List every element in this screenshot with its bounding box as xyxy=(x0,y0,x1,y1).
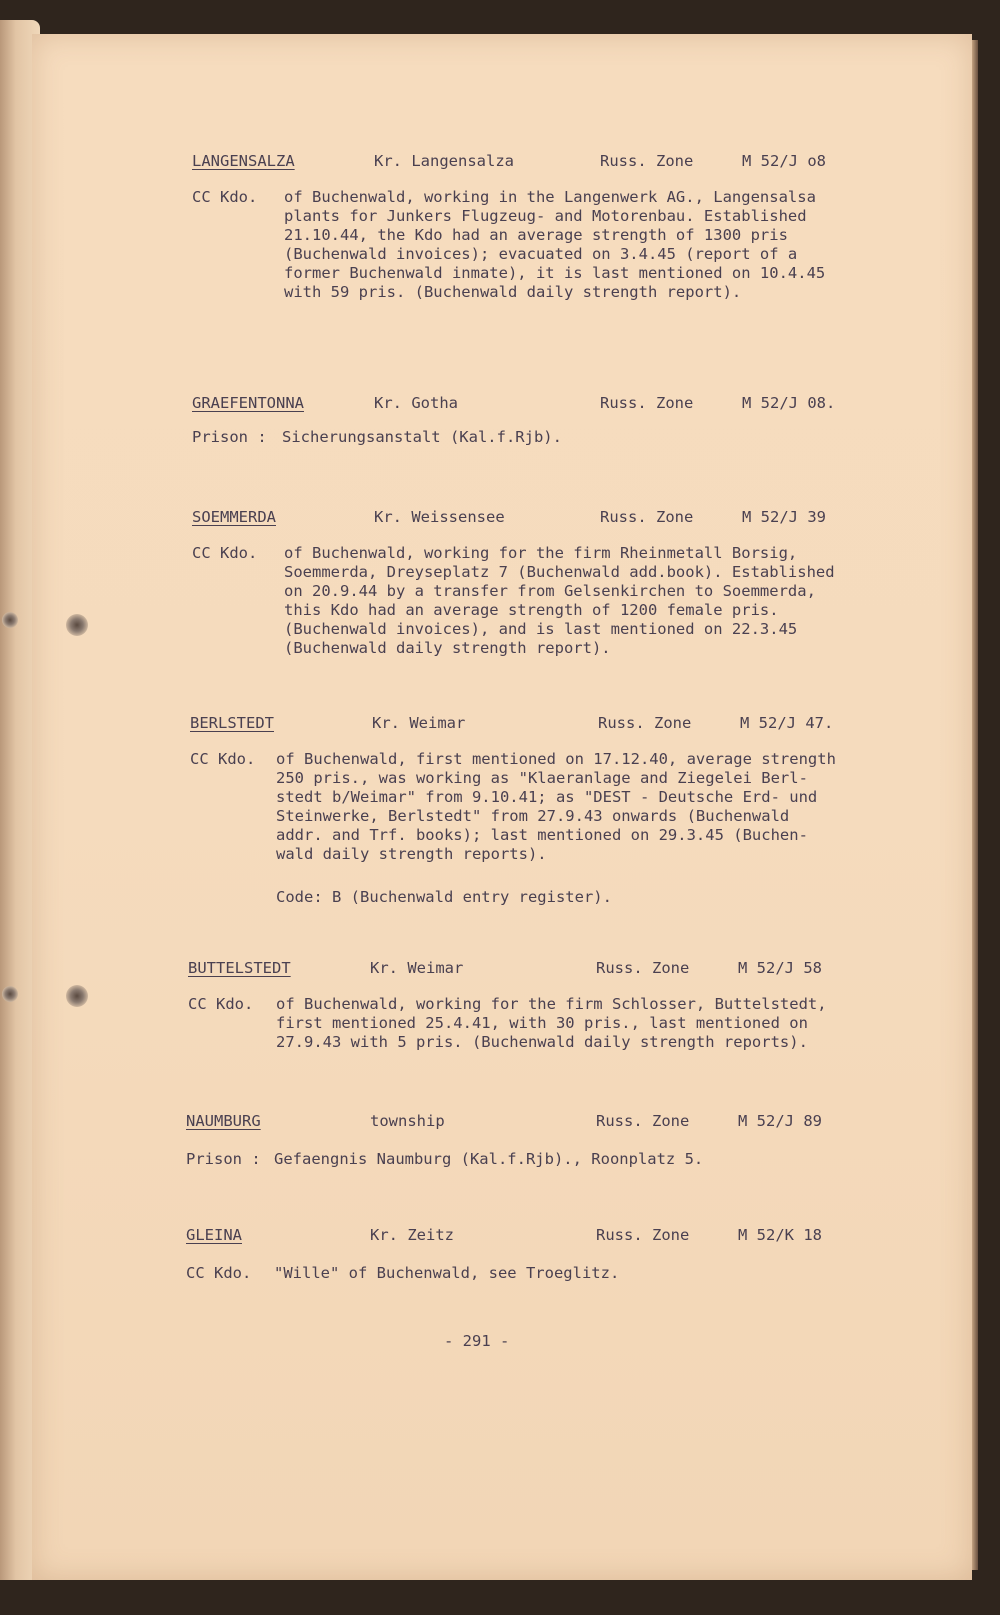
body-line: plants for Junkers Flugzeug- and Motorenbau. Established xyxy=(284,207,807,225)
entry-body xyxy=(282,428,868,447)
entry-body xyxy=(276,995,862,1052)
punch-hole xyxy=(2,612,18,628)
place-name: GLEINA xyxy=(186,1226,242,1244)
entry-label: CC Kdo. xyxy=(186,1264,252,1282)
reference-code: M 52/J o8 xyxy=(742,152,826,170)
entry-header xyxy=(32,508,972,532)
punch-hole xyxy=(66,985,88,1007)
body-line: of Buchenwald, working in the Langenwerk AG., Langensalsa xyxy=(284,188,816,206)
reference-code: M 52/J 39 xyxy=(742,508,826,526)
reference-code: M 52/J 47. xyxy=(740,714,834,732)
entry-body xyxy=(274,1264,860,1283)
body-line: "Wille" of Buchenwald, see Troeglitz. xyxy=(274,1264,620,1282)
place-name: BUTTELSTEDT xyxy=(188,959,291,977)
entry-body xyxy=(284,544,870,658)
place-name: SOEMMERDA xyxy=(192,508,276,526)
body-line: first mentioned 25.4.41, with 30 pris., last mentioned on xyxy=(276,1014,808,1032)
entry-label: CC Kdo. xyxy=(190,750,256,768)
entry-label: Prison : xyxy=(192,428,267,446)
body-line: Soemmerda, Dreyseplatz 7 (Buchenwald add.book). Established xyxy=(284,563,835,581)
body-line: former Buchenwald inmate), it is last mentioned on 10.4.45 xyxy=(284,264,826,282)
entry-label: Prison : xyxy=(186,1150,261,1168)
zone: Russ. Zone xyxy=(600,152,694,170)
zone: Russ. Zone xyxy=(600,508,694,526)
punch-hole xyxy=(66,614,88,636)
page-number: - 291 - xyxy=(444,1332,510,1350)
place-name: NAUMBURG xyxy=(186,1112,261,1130)
reference-code: M 52/J 08. xyxy=(742,394,836,412)
entry-header xyxy=(32,714,972,738)
district: township xyxy=(370,1112,445,1130)
body-line: (Buchenwald daily strength report). xyxy=(284,639,611,657)
entry-header xyxy=(32,394,972,418)
body-line: (Buchenwald invoices); evacuated on 3.4.45 (report of a xyxy=(284,245,798,263)
body-line: stedt b/Weimar" from 9.10.41; as "DEST - Deutsche Erd- und xyxy=(276,788,818,806)
entry-label: CC Kdo. xyxy=(188,995,254,1013)
reference-code: M 52/J 89 xyxy=(738,1112,822,1130)
reference-code: M 52/K 18 xyxy=(738,1226,822,1244)
body-line: wald daily strength reports). xyxy=(276,845,547,863)
body-line: Sicherungsanstalt (Kal.f.Rjb). xyxy=(282,428,562,446)
body-line: (Buchenwald invoices), and is last mentioned on 22.3.45 xyxy=(284,620,798,638)
entry-label: CC Kdo. xyxy=(192,544,258,562)
entry-header xyxy=(32,1226,972,1250)
body-line: 250 pris., was working as "Klaeranlage and Ziegelei Berl- xyxy=(276,769,808,787)
place-name: BERLSTEDT xyxy=(190,714,274,732)
district: Kr. Zeitz xyxy=(370,1226,454,1244)
body-line: on 20.9.44 by a transfer from Gelsenkirchen to Soemmerda, xyxy=(284,582,816,600)
entry-body xyxy=(274,1150,860,1169)
entry-body xyxy=(276,750,862,864)
body-line: 27.9.43 with 5 pris. (Buchenwald daily strength reports). xyxy=(276,1033,808,1051)
body-line: with 59 pris. (Buchenwald daily strength report). xyxy=(284,283,742,301)
district: Kr. Langensalza xyxy=(374,152,514,170)
body-line: of Buchenwald, working for the firm Rheinmetall Borsig, xyxy=(284,544,798,562)
body-line: this Kdo had an average strength of 1200 female pris. xyxy=(284,601,779,619)
zone: Russ. Zone xyxy=(596,1112,690,1130)
zone: Russ. Zone xyxy=(596,959,690,977)
zone: Russ. Zone xyxy=(596,1226,690,1244)
body-line: Gefaengnis Naumburg (Kal.f.Rjb)., Roonplatz 5. xyxy=(274,1150,704,1168)
code-note: Code: B (Buchenwald entry register). xyxy=(276,888,612,906)
zone: Russ. Zone xyxy=(598,714,692,732)
body-line: of Buchenwald, first mentioned on 17.12.40, average strength xyxy=(276,750,836,768)
body-line: 21.10.44, the Kdo had an average strength of 1300 pris xyxy=(284,226,788,244)
entry-header xyxy=(32,152,972,176)
body-line: addr. and Trf. books); last mentioned on 29.3.45 (Buchen- xyxy=(276,826,808,844)
zone: Russ. Zone xyxy=(600,394,694,412)
entry-body xyxy=(284,188,870,302)
district: Kr. Gotha xyxy=(374,394,458,412)
district: Kr. Weissensee xyxy=(374,508,505,526)
entry-header xyxy=(32,1112,972,1136)
punch-hole xyxy=(2,986,18,1002)
place-name: GRAEFENTONNA xyxy=(192,394,304,412)
reference-code: M 52/J 58 xyxy=(738,959,822,977)
place-name: LANGENSALZA xyxy=(192,152,295,170)
body-line: of Buchenwald, working for the firm Schlosser, Buttelstedt, xyxy=(276,995,827,1013)
document-page xyxy=(32,34,972,1580)
entry-label: CC Kdo. xyxy=(192,188,258,206)
body-line: Steinwerke, Berlstedt" from 27.9.43 onwards (Buchenwald xyxy=(276,807,790,825)
district: Kr. Weimar xyxy=(372,714,466,732)
entry-header xyxy=(32,959,972,983)
district: Kr. Weimar xyxy=(370,959,464,977)
